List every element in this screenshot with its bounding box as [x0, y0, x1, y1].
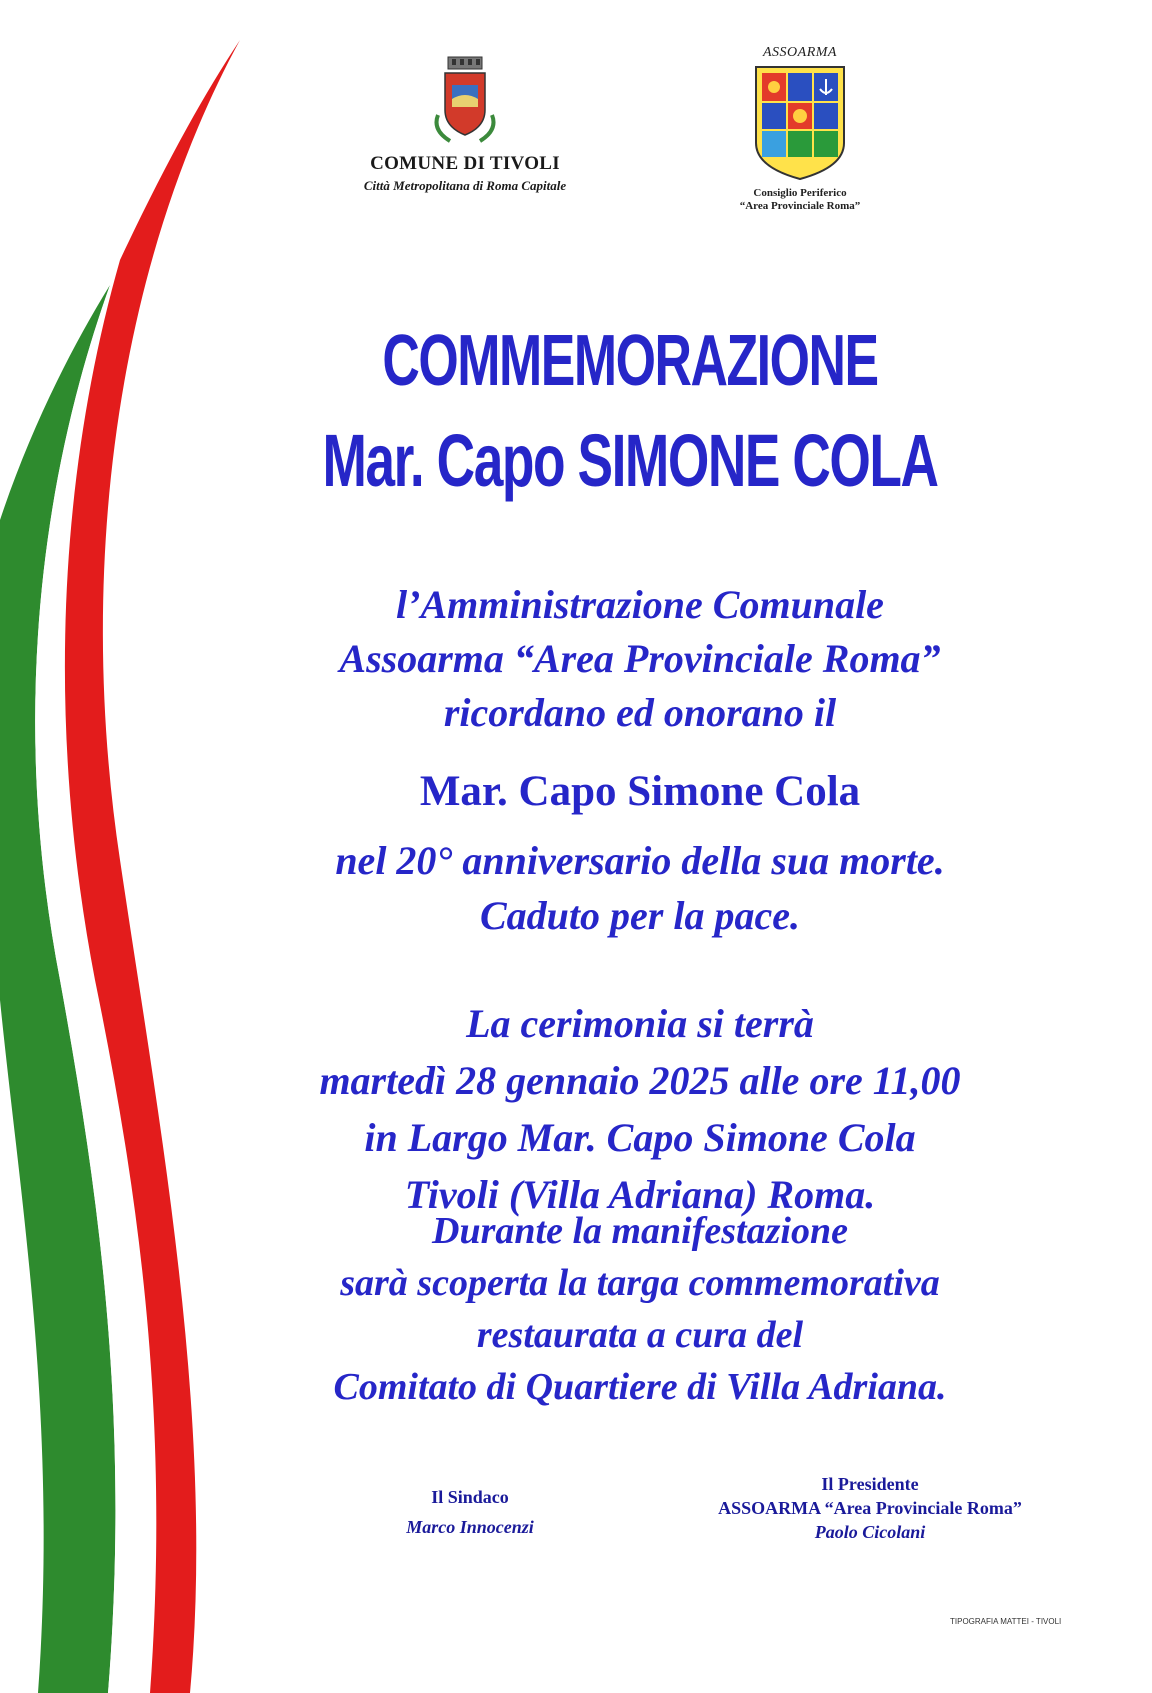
president-role: Il Presidente — [821, 1474, 919, 1494]
intro-line: ricordano ed onorano il — [443, 690, 837, 735]
anniversary-block — [200, 833, 1080, 943]
plaque-line: Durante la manifestazione — [432, 1210, 848, 1252]
plaque-line: Comitato di Quartiere di Villa Adriana. — [333, 1366, 947, 1408]
ceremony-line: La cerimonia si terrà — [466, 1001, 814, 1046]
mayor-role: Il Sindaco — [431, 1487, 509, 1507]
honoree-name: Mar. Capo Simone Cola — [419, 768, 861, 815]
anniversary-line: Caduto per la pace. — [480, 893, 800, 938]
mayor-signature — [370, 1485, 570, 1539]
president-org: ASSOARMA “Area Provinciale Roma” — [718, 1498, 1022, 1518]
ceremony-line: in Largo Mar. Capo Simone Cola — [364, 1115, 916, 1160]
plaque-line: sarà scoperta la targa commemorativa — [340, 1262, 940, 1304]
title-line-2: Mar. Capo SIMONE COLA — [322, 419, 938, 502]
comune-logo-block — [340, 55, 590, 194]
ceremony-line: martedì 28 gennaio 2025 alle ore 11,00 — [319, 1058, 961, 1103]
ceremony-line: Tivoli (Villa Adriana) Roma. — [404, 1172, 876, 1217]
assoarma-logo-block — [720, 45, 880, 213]
comune-name: COMUNE DI TIVOLI — [370, 153, 560, 174]
assoarma-caption: ASSOARMA — [763, 45, 837, 60]
comune-di-tivoli-crest-icon — [430, 55, 500, 145]
plaque-block — [200, 1205, 1080, 1413]
title-line-1: COMMEMORAZIONE — [382, 321, 878, 401]
comune-subtitle: Città Metropolitana di Roma Capitale — [363, 178, 567, 193]
assoarma-emblem-icon — [752, 63, 848, 181]
printer-credit: TIPOGRAFIA MATTEI - TIVOLI — [950, 1617, 1062, 1626]
intro-line: Assoarma “Area Provinciale Roma” — [339, 636, 941, 681]
anniversary-line: nel 20° anniversario della sua morte. — [335, 838, 945, 883]
assoarma-line-1: Consiglio Periferico — [753, 187, 847, 199]
president-name: Paolo Cicolani — [814, 1522, 926, 1542]
plaque-line: restaurata a cura del — [476, 1314, 804, 1356]
president-signature — [680, 1472, 1060, 1544]
assoarma-line-2: “Area Provinciale Roma” — [739, 200, 861, 212]
mayor-name: Marco Innocenzi — [406, 1517, 534, 1537]
ceremony-block — [200, 995, 1080, 1223]
intro-line: l’Amministrazione Comunale — [396, 582, 884, 627]
intro-block — [200, 578, 1080, 740]
